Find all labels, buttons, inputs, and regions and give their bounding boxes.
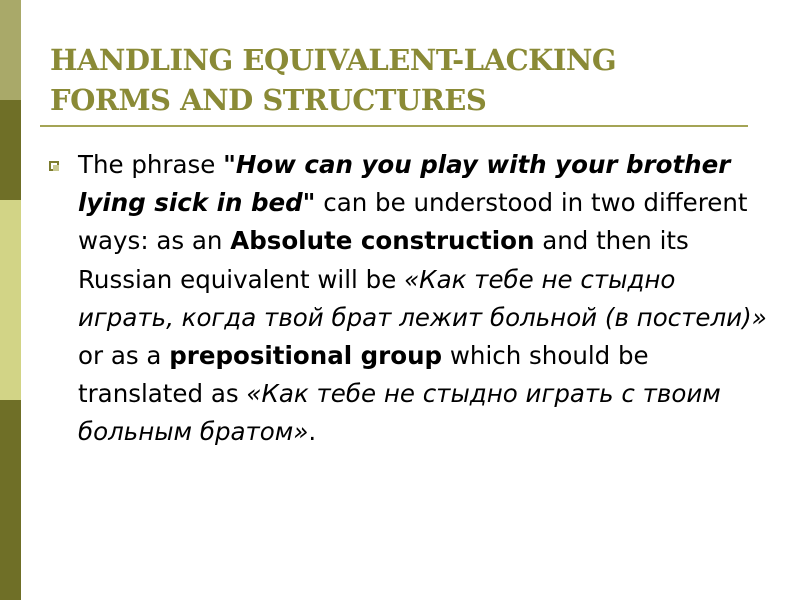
term-absolute-construction: Absolute construction	[230, 226, 535, 256]
slide-title-line2: FORMS AND STRUCTURES	[50, 83, 487, 117]
sidebar-stripe-bottom	[0, 400, 21, 600]
square-bullet-icon	[49, 161, 59, 171]
body-text-1: can be understood in two different ways: as an	[78, 188, 748, 256]
slide-title	[50, 40, 750, 120]
body-text-end: .	[308, 417, 317, 447]
body-text-4: which should be translated as	[78, 341, 649, 409]
russian-translation-1: «Как тебе не стыдно играть, когда твой брат лежит больной (в постели)»	[78, 264, 767, 332]
body-text-3: or as a	[78, 341, 170, 371]
sidebar-stripe-lower-middle	[0, 200, 21, 400]
sidebar-stripe-top	[0, 0, 21, 100]
body-paragraph	[78, 146, 778, 452]
intro-text: The phrase	[78, 150, 224, 179]
body-text-2: and then its Russian equivalent will be	[78, 226, 689, 294]
term-prepositional-group: prepositional group	[169, 341, 443, 371]
title-divider	[40, 125, 748, 127]
slide-title-line1: HANDLING EQUIVALENT-LACKING	[50, 43, 617, 77]
sidebar-stripe-upper-middle	[0, 100, 21, 200]
russian-translation-2: «Как тебе не стыдно играть с твоим больным братом»	[78, 379, 721, 447]
english-example-phrase: "How can you play with your brother lying sick in bed"	[78, 150, 731, 218]
